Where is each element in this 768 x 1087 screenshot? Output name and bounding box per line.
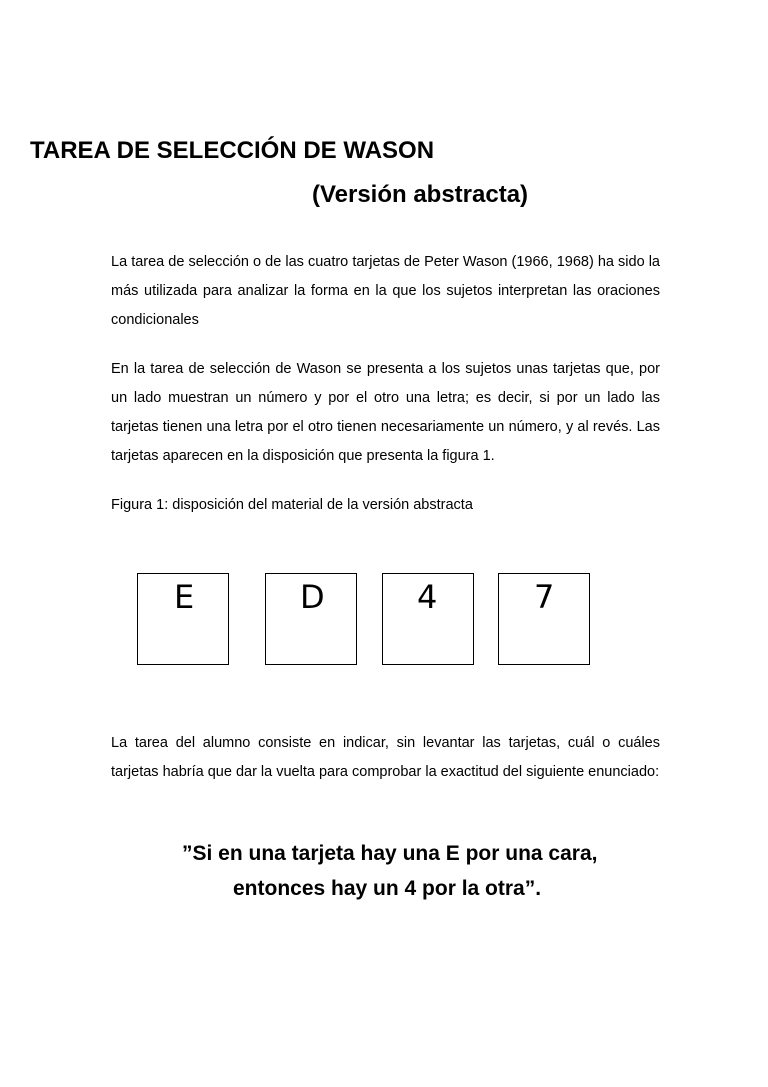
- task-paragraph: La tarea del alumno consiste en indicar, sin levantar las tarjetas, cuál o cuáles tarjetas habría que dar la vuelta para comprobar la exactitud del siguiente enunciado:: [111, 735, 660, 780]
- intro-paragraph: La tarea de selección o de las cuatro tarjetas de Peter Wason (1966, 1968) ha sido la más utilizada para analizar la forma en la que los sujetos interpretan las oraciones condicionales: [111, 254, 660, 328]
- document-title: TAREA DE SELECCIÓN DE WASON: [30, 137, 435, 164]
- quote-line-1: ”Si en una tarjeta hay una E por una cara,: [182, 842, 598, 865]
- card-label-4: 4: [417, 578, 438, 616]
- card-label-7: 7: [534, 578, 555, 616]
- quote-line-2: entonces hay un 4 por la otra”.: [233, 877, 542, 900]
- card-label-e: E: [174, 578, 195, 616]
- figure-caption: Figura 1: disposición del material de la versión abstracta: [111, 497, 473, 513]
- card-label-d: D: [300, 578, 325, 616]
- document-subtitle: (Versión abstracta): [311, 181, 529, 208]
- description-paragraph: En la tarea de selección de Wason se presenta a los sujetos unas tarjetas que, por un lado muestran un número y por el otro una letra; es decir, si por un lado las tarjetas tienen una letra por el otro tienen necesariamente un número, y al revés. Las tarjetas aparecen en la disposición que presenta la figura 1.: [111, 361, 660, 464]
